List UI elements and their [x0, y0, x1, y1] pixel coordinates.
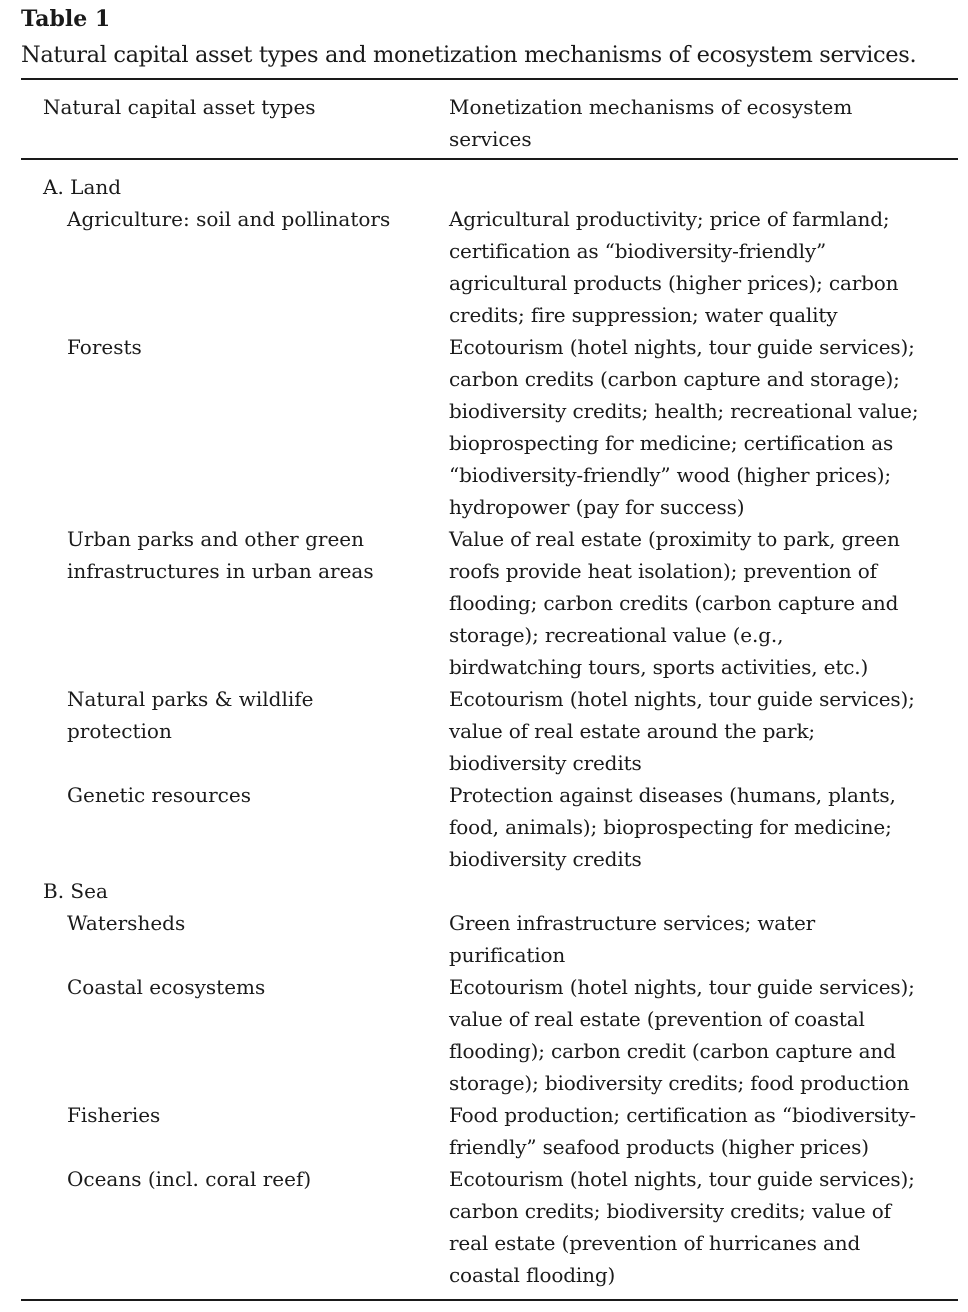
asset-type-cell	[67, 1163, 449, 1291]
monetization-line: storage); recreational value (e.g.,	[449, 623, 784, 647]
monetization-line: friendly” seafood products (higher prices)	[449, 1135, 869, 1159]
table-label: Table 1	[21, 6, 111, 32]
section-title: B. Sea	[43, 879, 108, 903]
asset-type-line: Fisheries	[67, 1103, 161, 1127]
asset-type-line: protection	[67, 719, 172, 743]
table-header-rule	[21, 158, 958, 160]
monetization-line: roofs provide heat isolation); prevention of	[449, 559, 877, 583]
monetization-line: flooding; carbon credits (carbon capture and	[449, 591, 899, 615]
monetization-cell	[449, 1163, 949, 1291]
table-top-rule	[21, 78, 958, 80]
table-row	[0, 331, 968, 523]
asset-type-line: Urban parks and other green	[67, 527, 365, 551]
asset-type-line: Watersheds	[67, 911, 186, 935]
monetization-line: flooding); carbon credit (carbon capture and	[449, 1039, 896, 1063]
asset-type-cell	[67, 683, 449, 779]
table-row	[0, 683, 968, 779]
table-row	[0, 203, 968, 331]
table-row	[0, 907, 968, 971]
table-row	[0, 971, 968, 1099]
asset-type-cell	[67, 523, 449, 683]
asset-type-cell	[67, 907, 449, 971]
monetization-line: credits; fire suppression; water quality	[449, 303, 838, 327]
monetization-cell	[449, 1099, 949, 1163]
monetization-line: Ecotourism (hotel nights, tour guide services);	[449, 687, 915, 711]
asset-type-cell	[67, 779, 449, 875]
table-row	[0, 523, 968, 683]
monetization-line: bioprospecting for medicine; certification as	[449, 431, 894, 455]
table-row	[0, 1099, 968, 1163]
asset-type-line: Coastal ecosystems	[67, 975, 266, 999]
asset-type-cell	[67, 331, 449, 523]
asset-type-cell	[67, 971, 449, 1099]
monetization-line: real estate (prevention of hurricanes and	[449, 1231, 861, 1255]
monetization-line: certification as “biodiversity-friendly”	[449, 239, 827, 263]
monetization-cell	[449, 971, 949, 1099]
monetization-line: food, animals); bioprospecting for medicine;	[449, 815, 892, 839]
monetization-cell	[449, 907, 949, 971]
monetization-line: Ecotourism (hotel nights, tour guide services);	[449, 1167, 915, 1191]
monetization-line: value of real estate around the park;	[449, 719, 816, 743]
monetization-cell	[449, 779, 949, 875]
monetization-line: Ecotourism (hotel nights, tour guide services);	[449, 335, 915, 359]
monetization-line: coastal flooding)	[449, 1263, 616, 1287]
monetization-line: “biodiversity-friendly” wood (higher prices);	[449, 463, 892, 487]
monetization-cell	[449, 331, 949, 523]
monetization-line: biodiversity credits; health; recreational value;	[449, 399, 919, 423]
monetization-line: carbon credits; biodiversity credits; value of	[449, 1199, 891, 1223]
table-bottom-rule	[21, 1299, 958, 1301]
asset-type-line: Genetic resources	[67, 783, 251, 807]
column-header-line: services	[449, 127, 532, 151]
column-header-line: Monetization mechanisms of ecosystem	[449, 95, 853, 119]
asset-type-line: Oceans (incl. coral reef)	[67, 1167, 312, 1191]
monetization-line: carbon credits (carbon capture and storage);	[449, 367, 900, 391]
monetization-line: birdwatching tours, sports activities, etc.)	[449, 655, 869, 679]
monetization-line: biodiversity credits	[449, 847, 642, 871]
section-title: A. Land	[43, 175, 122, 199]
monetization-line: Food production; certification as “biodiversity-	[449, 1103, 916, 1127]
monetization-cell	[449, 523, 949, 683]
monetization-line: hydropower (pay for success)	[449, 495, 745, 519]
table-row	[0, 1163, 968, 1291]
monetization-line: storage); biodiversity credits; food production	[449, 1071, 910, 1095]
table-caption: Natural capital asset types and monetization mechanisms of ecosystem services.	[21, 42, 917, 68]
asset-type-cell	[67, 1099, 449, 1163]
monetization-line: Value of real estate (proximity to park, green	[449, 527, 900, 551]
monetization-line: Ecotourism (hotel nights, tour guide services);	[449, 975, 915, 999]
column-header-asset-types: Natural capital asset types	[43, 95, 316, 119]
monetization-cell	[449, 203, 949, 331]
asset-type-line: Natural parks & wildlife	[67, 687, 314, 711]
asset-type-line: Forests	[67, 335, 142, 359]
monetization-line: biodiversity credits	[449, 751, 642, 775]
monetization-line: value of real estate (prevention of coastal	[449, 1007, 865, 1031]
monetization-cell	[449, 683, 949, 779]
monetization-line: Green infrastructure services; water	[449, 911, 816, 935]
table-body	[0, 171, 968, 1291]
column-header-monetization	[449, 91, 919, 155]
monetization-line: Protection against diseases (humans, plants,	[449, 783, 896, 807]
asset-type-line: infrastructures in urban areas	[67, 559, 374, 583]
table-row	[0, 779, 968, 875]
monetization-line: agricultural products (higher prices); carbon	[449, 271, 899, 295]
monetization-line: Agricultural productivity; price of farmland;	[449, 207, 890, 231]
asset-type-line: Agriculture: soil and pollinators	[67, 207, 391, 231]
asset-type-cell	[67, 203, 449, 331]
monetization-line: purification	[449, 943, 566, 967]
